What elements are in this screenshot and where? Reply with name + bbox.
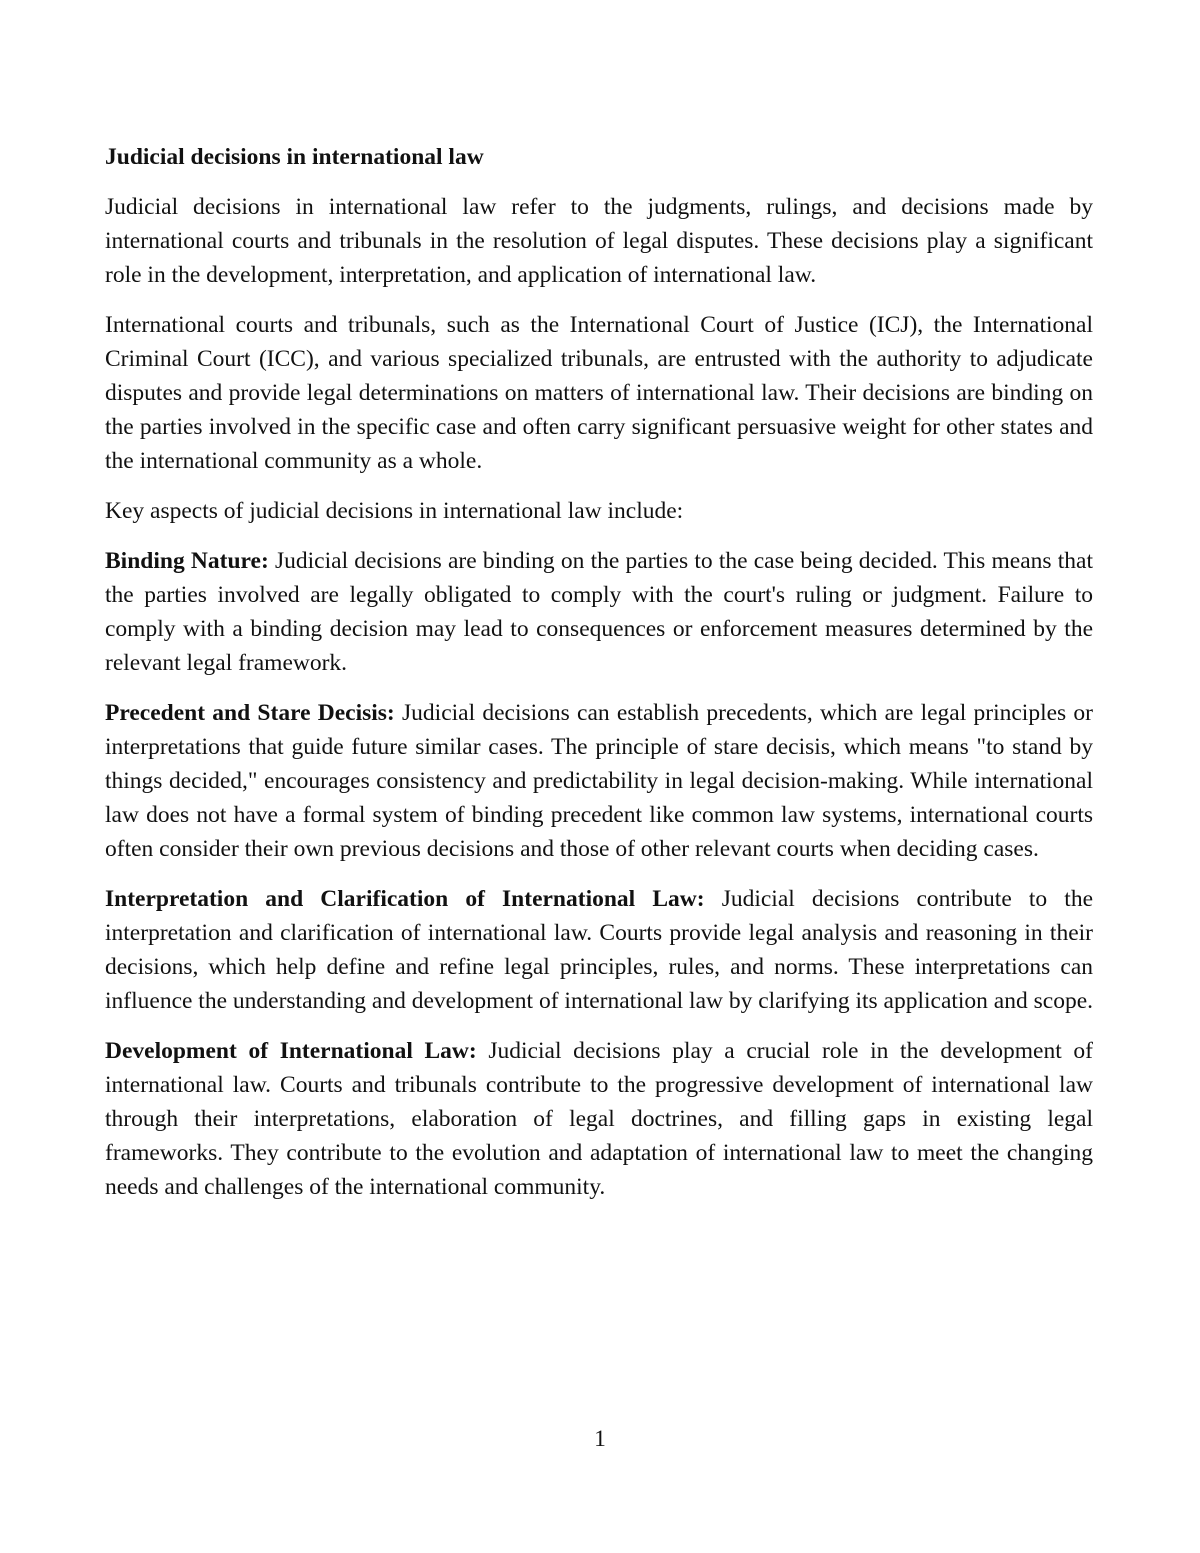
page-number: 1 xyxy=(594,1426,606,1452)
aspect-text: Judicial decisions contribute to the interpretation and clarification of international law. Courts provide legal analysis and reasoning in their decisions, which help define and refine legal principles, rules, and norms. These interpretations can influence the understanding and development of international law by clarifying its application and scope. xyxy=(105,886,1093,1014)
aspect-term: Development of International Law: xyxy=(105,1038,477,1064)
aspect-text: Judicial decisions can establish precedents, which are legal principles or interpretations that guide future similar cases. The principle of stare decisis, which means "to stand by things decided," encourages consistency and predictability in legal decision-making. While international law does not have a formal system of binding precedent like common law systems, international courts often consider their own previous decisions and those of other relevant courts when deciding cases. xyxy=(105,700,1094,862)
aspect-text: Judicial decisions are binding on the parties to the case being decided. This means that the parties involved are legally obligated to comply with the court's ruling or judgment. Failure to comply with a binding decision may lead to consequences or enforcement measures determined by the relevant legal framework. xyxy=(105,548,1094,676)
aspect-paragraph-precedent xyxy=(105,696,1093,866)
aspect-term: Interpretation and Clarification of International Law: xyxy=(105,886,705,912)
aspect-term: Binding Nature: xyxy=(105,548,269,574)
intro-paragraph: Judicial decisions in international law refer to the judgments, rulings, and decisions made by international courts and tribunals in the resolution of legal disputes. These decisions play a significant role in the development, interpretation, and application of international law. xyxy=(105,194,1093,288)
list-intro: Key aspects of judicial decisions in international law include: xyxy=(105,498,684,524)
aspect-term: Precedent and Stare Decisis: xyxy=(105,700,395,726)
intro-paragraph: International courts and tribunals, such as the International Court of Justice (ICJ), the International Criminal Court (ICC), and various specialized tribunals, are entrusted with the authority to adjudicate disputes and provide legal determinations on matters of international law. Their decisions are binding on the parties involved in the specific case and often carry significant persuasive weight for other states and the international community as a whole. xyxy=(105,312,1093,474)
aspect-paragraph-interpretation xyxy=(105,882,1093,1018)
aspect-text: Judicial decisions play a crucial role in the development of international law. Courts and tribunals contribute to the progressive development of international law through their interpretations, elaboration of legal doctrines, and filling gaps in existing legal frameworks. They contribute to the evolution and adaptation of international law to meet the changing needs and challenges of the international community. xyxy=(105,1038,1093,1200)
document-body xyxy=(105,140,1093,1220)
aspect-paragraph-binding-nature xyxy=(105,544,1093,680)
aspect-paragraph-development xyxy=(105,1034,1093,1204)
document-title: Judicial decisions in international law xyxy=(105,144,484,170)
